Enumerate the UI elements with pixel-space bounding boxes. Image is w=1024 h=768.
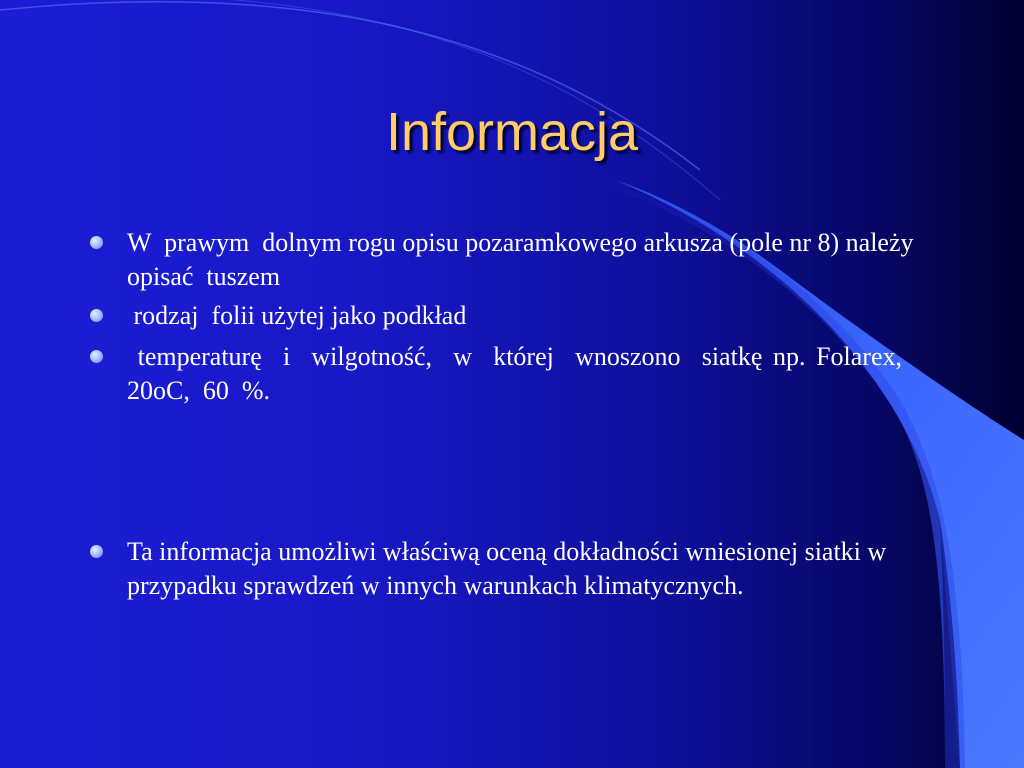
bullet-item [90, 535, 930, 603]
bullet-text: temperaturę i wilgotność, w której wnoszono siatkę np. Folarex, 20oC, 60 %. [127, 342, 915, 405]
bullet-text: rodzaj folii użytej jako podkład [127, 301, 467, 330]
bullet-dot-icon [90, 309, 103, 322]
bullet-dot-icon [90, 236, 103, 249]
bullet-item [90, 299, 930, 333]
bullet-text: W prawym dolnym rogu opisu pozaramkowego arkusza (pole nr 8) należy opisać tuszem [127, 228, 927, 291]
slide-title: Informacja [385, 102, 639, 162]
bullet-item [90, 340, 930, 408]
bullet-dot-icon [90, 545, 103, 558]
bullet-text: Ta informacja umożliwi właściwą oceną dokładności wniesionej siatki w przypadku sprawdzeń w innych warunkach klimatycznych. [127, 537, 893, 600]
bullet-dot-icon [90, 350, 103, 363]
bullet-item [90, 226, 930, 294]
